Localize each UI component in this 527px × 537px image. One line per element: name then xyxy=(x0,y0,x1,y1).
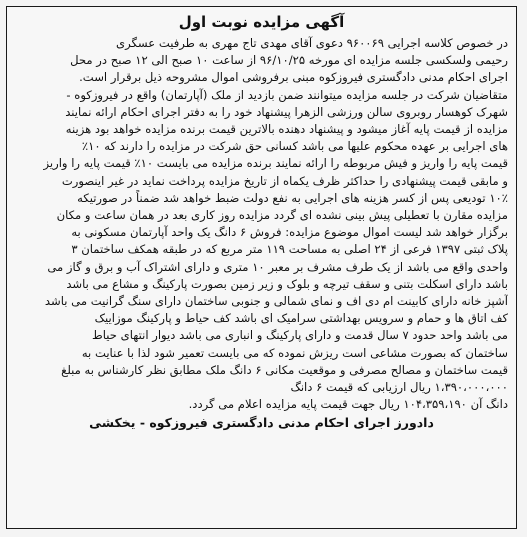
notice-title: آگهی مزایده نوبت اول xyxy=(178,13,345,31)
notice-line: در خصوص کلاسه اجرایی ۹۶۰۰۶۹ دعوی آقای مهدی تاج مهری به طرفیت عسگری xyxy=(116,36,508,50)
notice-line: متقاضیان شرکت در جلسه مزایده میتوانند ضمن بازدید از ملک (آپارتمان) واقع در فیروزکوه - xyxy=(66,87,508,102)
notice-line: ۱۰٪ تودیعی پس از کسر هزینه های اجرایی به نفع دولت ضبط خواهد شد ضمناً در صورتیکه xyxy=(77,190,508,205)
notice-line: و مابقی قیمت پیشنهادی را حداکثر ظرف یکماه از تاریخ مزایده پرداخت نماید در غیر اینصورت xyxy=(61,173,508,188)
notice-line: اجرای احکام مدنی دادگستری فیروزکوه مبنی برفروشی اموال مشروحه ذیل برقرار است. xyxy=(79,70,508,85)
notice-line: ساختمان که بصورت مشاعی است ریزش نموده که می بایست تعمیر شود لذا با عنایت به xyxy=(81,345,508,360)
notice-line: رحیمی ولسکسی جلسه مزایده ای مورخه ۹۶/۱۰/۲۵ از ساعت ۱۰ صبح الی ۱۲ صبح در محل xyxy=(70,53,508,68)
notice-line: مزایده مقارن با تعطیلی پیش بینی نشده ای گردد مزایده روز کاری بعد در همان ساعت و مکان xyxy=(56,208,508,223)
notice-line: دانگ آن ۱۰۴،۳۵۹،۱۹۰ ریال جهت قیمت پایه مزایده اعلام می گردد. xyxy=(188,397,508,412)
notice-line: های اجرایی بر عهده محکوم علیها می باشد کسانی حق شرکت در مزایده را دارند که ۱۰٪ xyxy=(81,139,508,154)
notice-line: کف اتاق ها و حمام و سرویس بهداشتی سرامیک ای باشد کف حیاط و پارکینگ موزاییک xyxy=(94,311,508,326)
notice-line: پلاک ثبتی ۱۳۹۷ فرعی از ۲۴ اصلی به مساحت ۱۱۹ متر مربع که در طبقه همکف ساختمان ۳ xyxy=(71,242,508,257)
notice-line: باشد دارای اسکلت بتنی و سقف تیرچه و بلوک و زیر زمین بصورت پارکینگ و مشاع می باشد xyxy=(66,276,508,291)
notice-line: واحدی واقع می باشد از یک طرف مشرف بر معبر ۱۰ متری و دارای اشتراک آب و برق و گاز می xyxy=(47,259,508,274)
notice-line: برگزار خواهد شد لیست اموال موضوع مزایده: فروش ۶ دانگ یک واحد آپارتمان مسکونی به xyxy=(71,225,508,240)
notice-line: مزایده از قیمت پایه آغاز میشود و پیشنهاد دهنده بالاترین قیمت برنده مزایده خواهد بود هزینه xyxy=(65,122,508,137)
notice-frame xyxy=(6,6,517,529)
notice-signature: دادورز اجرای احکام مدنی دادگستری فیروزکوه - یخکشی xyxy=(89,415,434,431)
notice-body xyxy=(7,35,516,413)
notice-line: شهرک کوهسار روبروی سالن ورزشی الزهرا پیشنهاد خود را به دفتر اجرای احکام ارائه نمایند xyxy=(65,104,508,119)
notice-line: قیمت ساختمان و مصالح مصرفی و موقعیت مکانی ۶ دانگ ملک مطابق نظر کارشناس به مبلغ xyxy=(61,362,508,377)
notice-line: می باشد واحد حدود ۷ سال قدمت و دارای پارکینگ و انباری می باشد دیوار انتهای حیاط xyxy=(92,328,508,343)
notice-line: ۱،۳۹۰،۰۰۰،۰۰۰ ریال ارزیابی که قیمت ۶ دانگ xyxy=(290,380,508,395)
notice-line: قیمت پایه را واریز و فیش مربوطه را ارائه نمایند برنده مزایده می بایست ۱۰٪ قیمت پایه را واریز xyxy=(43,156,508,171)
notice-line: آشپز خانه دارای کابینت ام دی اف و نمای شمالی و جنوبی ساختمان دارای سنگ گرانیت می باشد xyxy=(44,294,508,309)
